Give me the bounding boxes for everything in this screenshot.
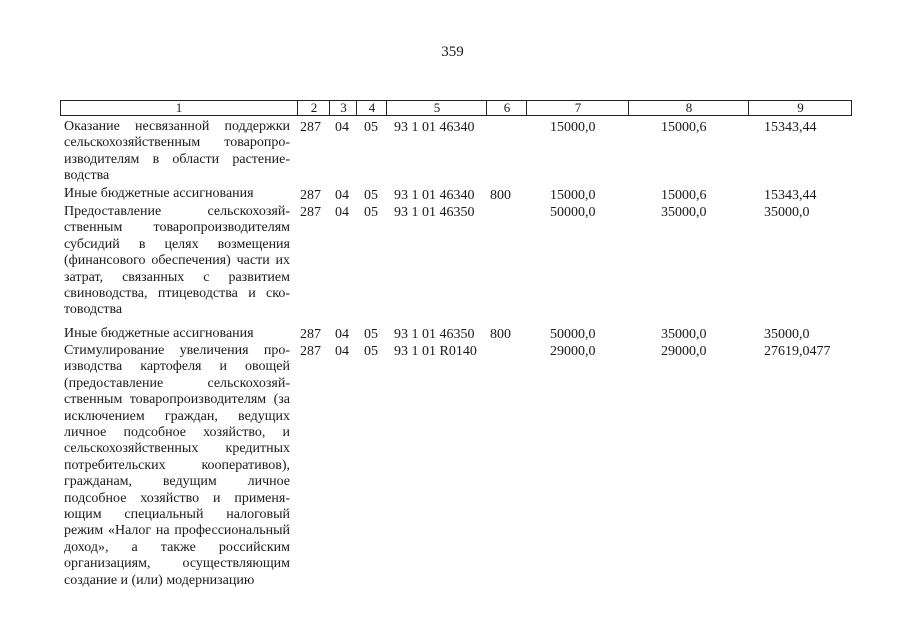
row-description: Стимулирование увеличения производства картофеля и овощей (предоставление сельскохозяйственным товаропроизводителям (за исключением граждан, ведущих личное подсобное хозяйство, и сельскохозяйственных кредитных потребительских кооперативов), гражданам, ведущим личное подсобное хозяйство и применяющим специальный налоговый режим «Налог на профессиональный доход», а также российским организациям, осуществляющим создание и (или) модернизацию — [64, 343, 290, 588]
header-col-6: 6 — [486, 101, 527, 115]
row-col-7: 50000,0 — [550, 327, 596, 342]
row-description: Иные бюджетные ассигнования — [64, 326, 254, 341]
row-col-2: 287 — [300, 327, 321, 342]
row-col-4: 05 — [364, 188, 378, 203]
row-col-2: 287 — [300, 205, 321, 220]
table-header-row — [60, 100, 852, 116]
row-col-9: 27619,0477 — [764, 344, 831, 359]
row-col-5: 93 1 01 46350 — [394, 205, 475, 220]
page-number: 359 — [441, 44, 464, 60]
header-col-7: 7 — [526, 101, 629, 115]
row-col-4: 05 — [364, 120, 378, 135]
row-description: Предоставление сельскохозяйственным товаропроизводителям субсидий в целях возмещения (финансового обеспечения) части их затрат, связанных с развитием свиноводства, птицеводства и скотоводства — [64, 204, 290, 318]
row-col-6: 800 — [490, 327, 511, 342]
row-description: Иные бюджетные ассигнования — [64, 186, 254, 201]
header-col-8: 8 — [628, 101, 749, 115]
row-col-3: 04 — [335, 120, 349, 135]
row-col-4: 05 — [364, 205, 378, 220]
row-col-4: 05 — [364, 344, 378, 359]
row-col-5: 93 1 01 46350 — [394, 327, 475, 342]
row-description: Оказание несвязанной поддержки сельскохозяйственным товаропроизводителям в области растениеводства — [64, 119, 290, 184]
row-col-7: 15000,0 — [550, 188, 596, 203]
header-col-9: 9 — [748, 101, 852, 115]
row-col-2: 287 — [300, 188, 321, 203]
row-col-7: 29000,0 — [550, 344, 596, 359]
row-col-3: 04 — [335, 344, 349, 359]
header-col-2: 2 — [297, 101, 330, 115]
row-col-9: 35000,0 — [764, 327, 810, 342]
row-col-7: 50000,0 — [550, 205, 596, 220]
row-col-6: 800 — [490, 188, 511, 203]
header-col-5: 5 — [386, 101, 487, 115]
row-col-5: 93 1 01 46340 — [394, 188, 475, 203]
row-col-7: 15000,0 — [550, 120, 596, 135]
row-col-3: 04 — [335, 327, 349, 342]
row-col-9: 35000,0 — [764, 205, 810, 220]
row-col-5: 93 1 01 R0140 — [394, 344, 477, 359]
row-col-8: 15000,6 — [661, 120, 707, 135]
row-col-8: 35000,0 — [661, 205, 707, 220]
row-col-3: 04 — [335, 188, 349, 203]
row-col-5: 93 1 01 46340 — [394, 120, 475, 135]
row-col-9: 15343,44 — [764, 120, 817, 135]
row-col-8: 15000,6 — [661, 188, 707, 203]
row-col-9: 15343,44 — [764, 188, 817, 203]
row-col-4: 05 — [364, 327, 378, 342]
header-col-3: 3 — [329, 101, 357, 115]
row-col-3: 04 — [335, 205, 349, 220]
row-col-2: 287 — [300, 120, 321, 135]
header-col-1: 1 — [175, 100, 183, 115]
row-col-8: 29000,0 — [661, 344, 707, 359]
header-col-4: 4 — [356, 101, 387, 115]
row-col-2: 287 — [300, 344, 321, 359]
row-col-8: 35000,0 — [661, 327, 707, 342]
